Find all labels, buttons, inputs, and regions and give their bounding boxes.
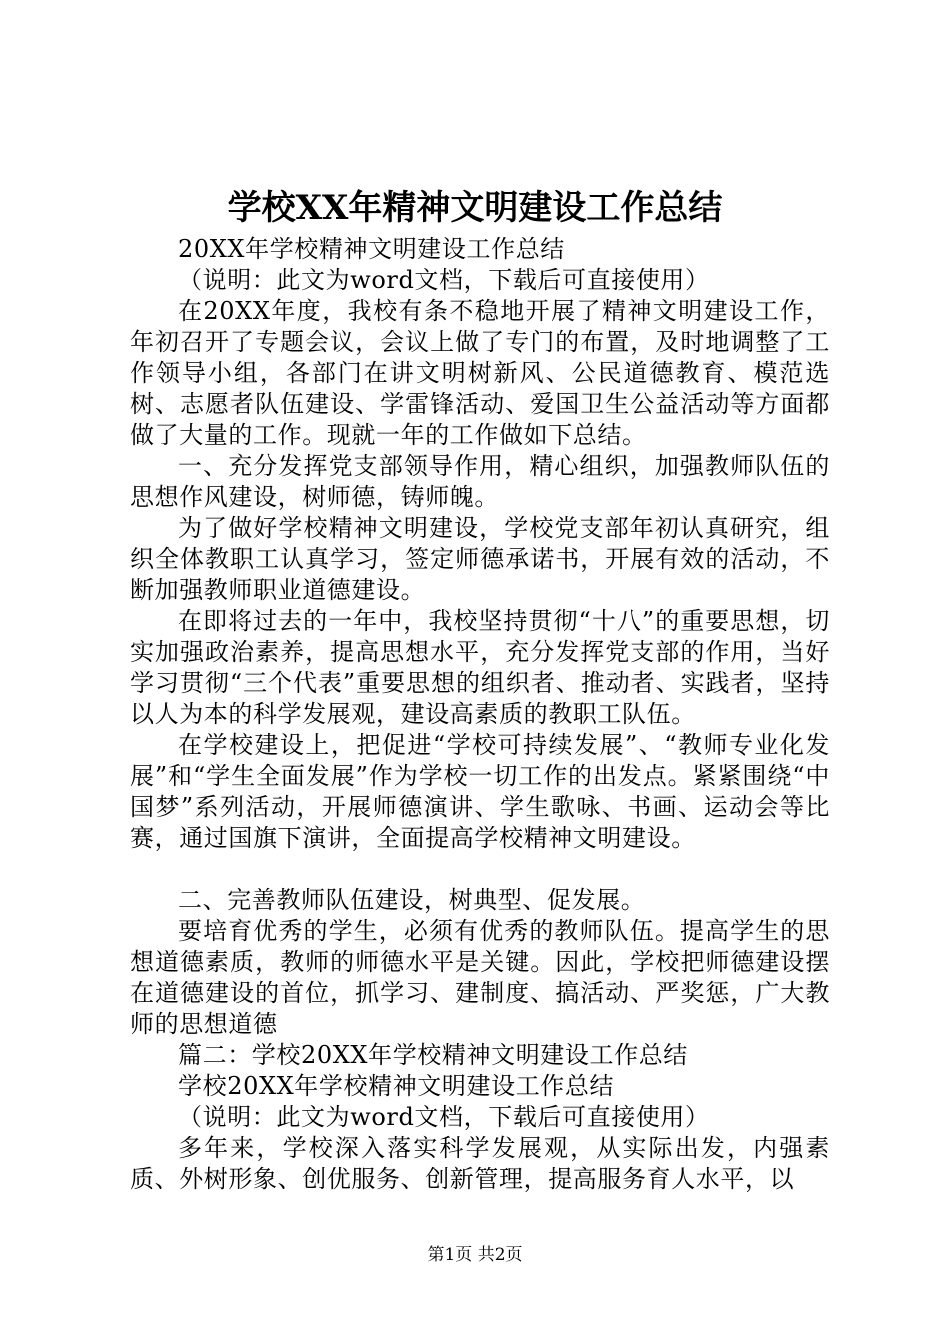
body-paragraph: 在学校建设上，把促进“学校可持续发展”、“教师专业化发展”和“学生全面发展”作为学校一切工作的出发点。紧紧围绕“中国梦”系列活动，开展师德演讲、学生歌咏、书画、运动会等比赛，通过国旗下演讲，全面提高学校精神文明建设。 (130, 731, 830, 852)
part-two-note: （说明：此文为word文档，下载后可直接使用） (178, 1103, 710, 1131)
body-paragraph: 多年来，学校深入落实科学发展观，从实际出发，内强素质、外树形象、创优服务、创新管理，提高服务育人水平，以 (130, 1134, 830, 1193)
note-paragraph: （说明：此文为word文档，下载后可直接使用） (178, 266, 710, 294)
document-body (130, 234, 830, 1195)
body-paragraph: 要培育优秀的学生，必须有优秀的教师队伍。提高学生的思想道德素质，教师的师德水平是关键。因此，学校把师德建设摆在道德建设的首位，抓学习、建制度、搞活动、严奖惩，广大教师的思想道德 (130, 917, 830, 1038)
section-heading-2: 二、完善教师队伍建设，树典型、促发展。 (178, 886, 646, 914)
part-two-subtitle: 学校20XX年学校精神文明建设工作总结 (178, 1072, 615, 1100)
body-paragraph: 在即将过去的一年中，我校坚持贯彻“十八”的重要思想，切实加强政治素养，提高思想水平，充分发挥党支部的作用，当好学习贯彻“三个代表”重要思想的组织者、推动者、实践者，坚持以人为本的科学发展观，建设高素质的教职工队伍。 (130, 607, 830, 728)
document-title: 学校XX年精神文明建设工作总结 (227, 188, 723, 228)
paragraph-spacer (130, 854, 830, 885)
page-footer: 第1页 共2页 (427, 1245, 523, 1265)
section-heading-1: 一、充分发挥党支部领导作用，精心组织，加强教师队伍的思想作风建设，树师德，铸师魄。 (130, 452, 830, 511)
body-paragraph: 为了做好学校精神文明建设，学校党支部年初认真研究，组织全体教职工认真学习，签定师德承诺书，开展有效的活动，不断加强教师职业道德建设。 (130, 514, 830, 604)
subtitle-paragraph: 20XX年学校精神文明建设工作总结 (178, 235, 565, 263)
part-two-heading: 篇二：学校20XX年学校精神文明建设工作总结 (178, 1041, 688, 1069)
intro-paragraph: 在20XX年度，我校有条不稳地开展了精神文明建设工作，年初召开了专题会议，会议上做了专门的布置，及时地调整了工作领导小组，各部门在讲文明树新风、公民道德教育、模范选树、志愿者队伍建设、学雷锋活动、爱国卫生公益活动等方面都做了大量的工作。现就一年的工作做如下总结。 (130, 297, 830, 449)
